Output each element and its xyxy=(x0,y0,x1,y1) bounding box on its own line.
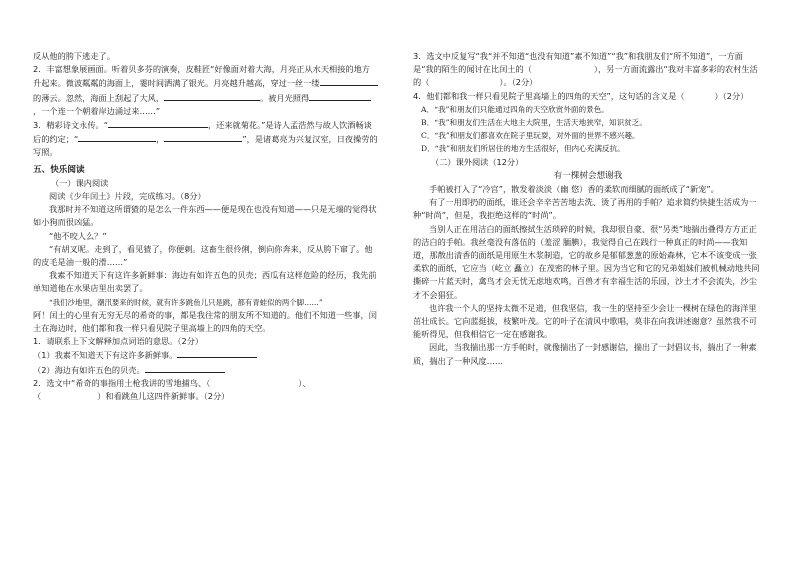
story-paragraph: 当别人正在用洁白的面纸擦拭生活琐碎的时候，我却很自豪、很“另类”地揣出叠得方方正正的洁白的手帕。我丝毫没有落伍的（羞涩 腼腆），我觉得自己在践行一种真正的时尚——我知道，那散出清香的面纸是用原生木浆制造，它的故乡是郁郁葱葱的原始森林，它本不该变成一张柔软的面纸，它应当（屹立 矗立）在茂密的林子里。因为当它和它的兄弟姐妹们被机械动地共同撕碎一片蓝天时，禽鸟才会无忧无虑地欢鸣，百兽才有幸福生活的乐园，沙土才不会流失，沙尘才不会猖狂。 xyxy=(413,223,760,300)
answer-blank[interactable] xyxy=(108,118,208,128)
passage-paragraph: “有胡叉呢。走到了，看见猹了，你便刺。这畜生很伶俐，倒向你奔来，反从胯下窜了。他的皮毛是油一般的滑……” xyxy=(33,243,373,268)
answer-blank[interactable] xyxy=(320,76,378,86)
story-paragraph: 手帕被打入了“冷宫”，散发着淡淡（幽 悠）香的柔软而细腻的面纸成了“新宠”。 xyxy=(429,184,719,195)
question-2: 2．丰富想象展画面。听着贝多芬的演奏，皮鞋匠“好像面对着大海，月亮正从水天相接的地方升起来。微波粼粼的海面上，霎时间洒满了银光。月亮越升越高，穿过一丝一缕的薄云。忽然，海面上刮起了大风， 。被月光照得，一个连一个朝着岸边涌过来……” xyxy=(33,63,378,118)
intro-tail: 反从他的胯下逃走了。 xyxy=(33,51,115,61)
answer-blank[interactable] xyxy=(177,348,257,358)
answer-blank[interactable] xyxy=(164,91,260,101)
option-c[interactable]: C．“我”和朋友们都喜欢在院子里玩耍，对外面的世界不感兴趣。 xyxy=(421,131,640,141)
option-d[interactable]: D．“我”和朋友们所居住的地方生活很好，但内心充满反抗。 xyxy=(421,144,625,154)
answer-blank[interactable] xyxy=(78,132,156,142)
left-question-1: 1．请联系上下文解释加点词语的意思。（2分） xyxy=(33,336,204,347)
story-paragraph: 因此，当我揣出那一方手帕时，就像揣出了一封感谢信，揣出了一封倡议书，揣出了一种素质，揣出了一种风度…… xyxy=(413,342,757,366)
section-5-title: 五、快乐阅读 xyxy=(33,164,85,175)
right-question-3: 3．选文中反复写“我“并不知道“也没有知道”素不知道”“我”和我朋友们“所不知道”，一方面是“我的陌生的闻讨在比闰土的（ ），另一方面流露出“我对丰富多彩的农村生活的（ ）。（2分） xyxy=(413,51,758,88)
answer-blank[interactable] xyxy=(309,91,371,101)
passage-paragraph: 阿！闰土的心里有无穷无尽的希奇的事，都是我往常的朋友所不知道的。他们不知道一些事，闰土在海边时，他们都和我一样只看见院子里高墙上的四角的天空。 xyxy=(33,309,377,334)
story-title: 有一棵树会想谢我 xyxy=(553,170,623,181)
question-3: 3．精彩诗文永传。“ ，还来就菊花。”是诗人孟浩然与故人饮酒畅谈后的约定；“ ， ”，是诸葛亮为兴复汉室，日夜操劳的写照。 xyxy=(33,120,378,158)
subsection-in-class: （一）课内阅读 xyxy=(51,177,109,188)
right-column xyxy=(413,50,763,368)
left-column xyxy=(33,50,378,403)
story-paragraph: 也许我一个人的坚持太微不足道，但我坚信，我一生的坚持至少会让一棵树在绿色的海洋里茁壮成长。它向蓝挺拔，枝繁叶茂。它的叶子在清风中歌唱，莫非在向我讲述谢意？虽然我不可能听得见，但我相信它一定在感谢我。 xyxy=(413,302,757,340)
answer-blank[interactable] xyxy=(164,132,242,142)
right-question-4: 4．他们都和我一样只看见院子里高墙上的四角的天空”，这句话的含义是（ ）（2分） xyxy=(413,90,749,101)
left-question-1-2: （2）海边有如许五色的贝壳。 xyxy=(33,363,378,377)
passage-line: “他不咬人么？” xyxy=(49,230,107,241)
answer-blank[interactable] xyxy=(145,363,225,373)
passage-paragraph: 我那时并不知道这所谓猹的是怎么一件东西——便是现在也没有知道——只是无端的觉得状如小狗而很凶猛。 xyxy=(33,204,377,228)
passage-quote: “我们沙地里，潮汛要来的时候，就有许多跳鱼儿只是跳，都有青蛙似的两个脚……” xyxy=(49,297,323,307)
left-question-2: 2．选文中“希奇的事指用土枪我讲的雪地捕鸟、（ ）、 （ ）和看跳鱼儿这四件新鲜事。（2分） xyxy=(33,377,311,402)
option-b[interactable]: B．“我”和朋友们生活在大地主大院里，生活天地狭窄，知识贫乏。 xyxy=(421,118,647,128)
story-paragraph: 有了一用即扔的面纸，谁还会辛辛苦苦地去洗、烫了再用的手帕？追求简约快捷生活成为一种“时尚”，但是，我拒绝这样的“时尚”。 xyxy=(413,197,757,221)
passage-paragraph: 我素不知道天下有这许多新鲜事：海边有如许五色的贝壳；西瓜有这样危险的经历，我先前单知道他在水果店里出卖罢了。 xyxy=(33,270,377,294)
reading-instruction: 阅读《少年闰土》片段，完成练习。（8分） xyxy=(49,191,206,202)
left-question-1-1: （1）我素不知道天下有这许多新鲜事。 xyxy=(33,348,378,362)
option-a[interactable]: A．“我”和朋友们只能通过四角的天空欣赏外面的景色。 xyxy=(421,104,609,114)
subsection-extracurricular: （二）课外阅读（12分） xyxy=(431,156,524,167)
